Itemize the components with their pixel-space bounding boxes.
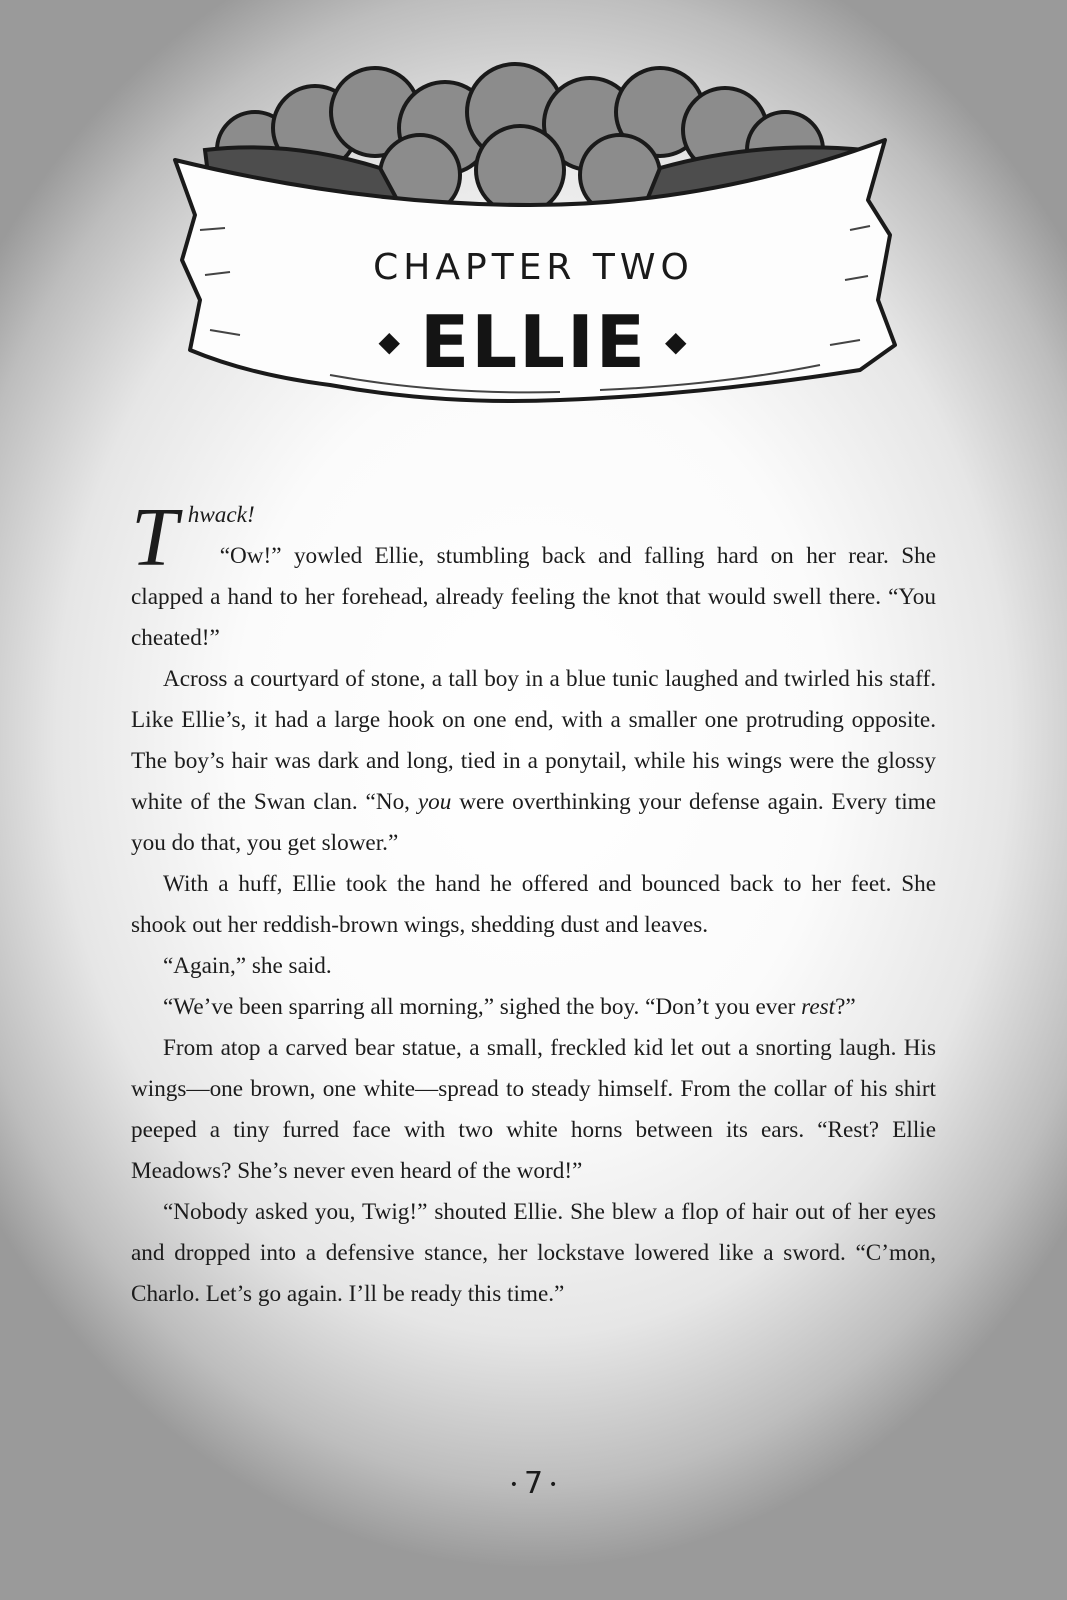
- paragraph-8: “Nobody asked you, Twig!” shouted Ellie. She blew a flop of hair out of her eyes and dropped into a defensive stance, her lockstave lowered like a sword. “C’mon, Charlo. Let’s go again. I’ll be ready this time.”: [131, 1199, 936, 1307]
- paragraph-6-part-a: “We’ve been sparring all morning,” sighed the boy. “Don’t you ever: [163, 994, 802, 1020]
- paragraph-6: [131, 987, 936, 1028]
- drop-cap: T: [131, 491, 178, 584]
- paragraph-4: With a huff, Ellie took the hand he offered and bounced back to her feet. She shook out her reddish-brown wings, shedding dust and leaves.: [131, 871, 936, 938]
- folio-dot-right: •: [549, 1476, 558, 1493]
- chapter-title: [0, 300, 1067, 384]
- paragraph-1: [131, 491, 936, 584]
- page-number: [0, 1466, 1067, 1501]
- folio-dot-left: •: [509, 1476, 518, 1493]
- chapter-banner-illustration: [0, 0, 1067, 470]
- chapter-label: CHAPTER TWO: [373, 247, 694, 288]
- left-diamond-ornament: ◆: [378, 324, 403, 358]
- paragraph-2: “Ow!” yowled Ellie, stumbling back and falling hard on her rear. She clapped a hand to her forehead, already feeling the knot that would swell there. “You cheated!”: [131, 543, 936, 651]
- page-number-value: 7: [523, 1466, 544, 1501]
- paragraph-3-part-b: were overthinking your defense again. Every time you do that, you get slower.”: [131, 789, 936, 856]
- paragraph-6-emphasis: rest: [801, 994, 836, 1020]
- right-diamond-ornament: ◆: [664, 324, 689, 358]
- paragraph-3-emphasis: you: [417, 789, 452, 815]
- paragraph-5: “Again,” she said.: [163, 953, 332, 979]
- paragraph-3-part-a: Across a courtyard of stone, a tall boy in a blue tunic laughed and twirled his staff. Like Ellie’s, it had a large hook on one end, with a smaller one protruding opposite. The boy’s hair was dark and long, tied in a ponytail, while his wings were the glossy white of the Swan clan. “No,: [131, 666, 936, 815]
- chapter-title-text: ELLIE: [420, 300, 647, 384]
- paragraph-1-text: hwack!: [187, 502, 255, 528]
- paragraph-7: From atop a carved bear statue, a small, freckled kid let out a snorting laugh. His wings—one brown, one white—spread to steady himself. From the collar of his shirt peeped a tiny furred face with two white horns between its ears. “Rest? Ellie Meadows? She’s never even heard of the word!”: [131, 1035, 936, 1184]
- paragraph-3: [131, 659, 936, 864]
- chapter-body-text: [131, 491, 936, 1315]
- paragraph-6-part-b: ?”: [835, 994, 856, 1020]
